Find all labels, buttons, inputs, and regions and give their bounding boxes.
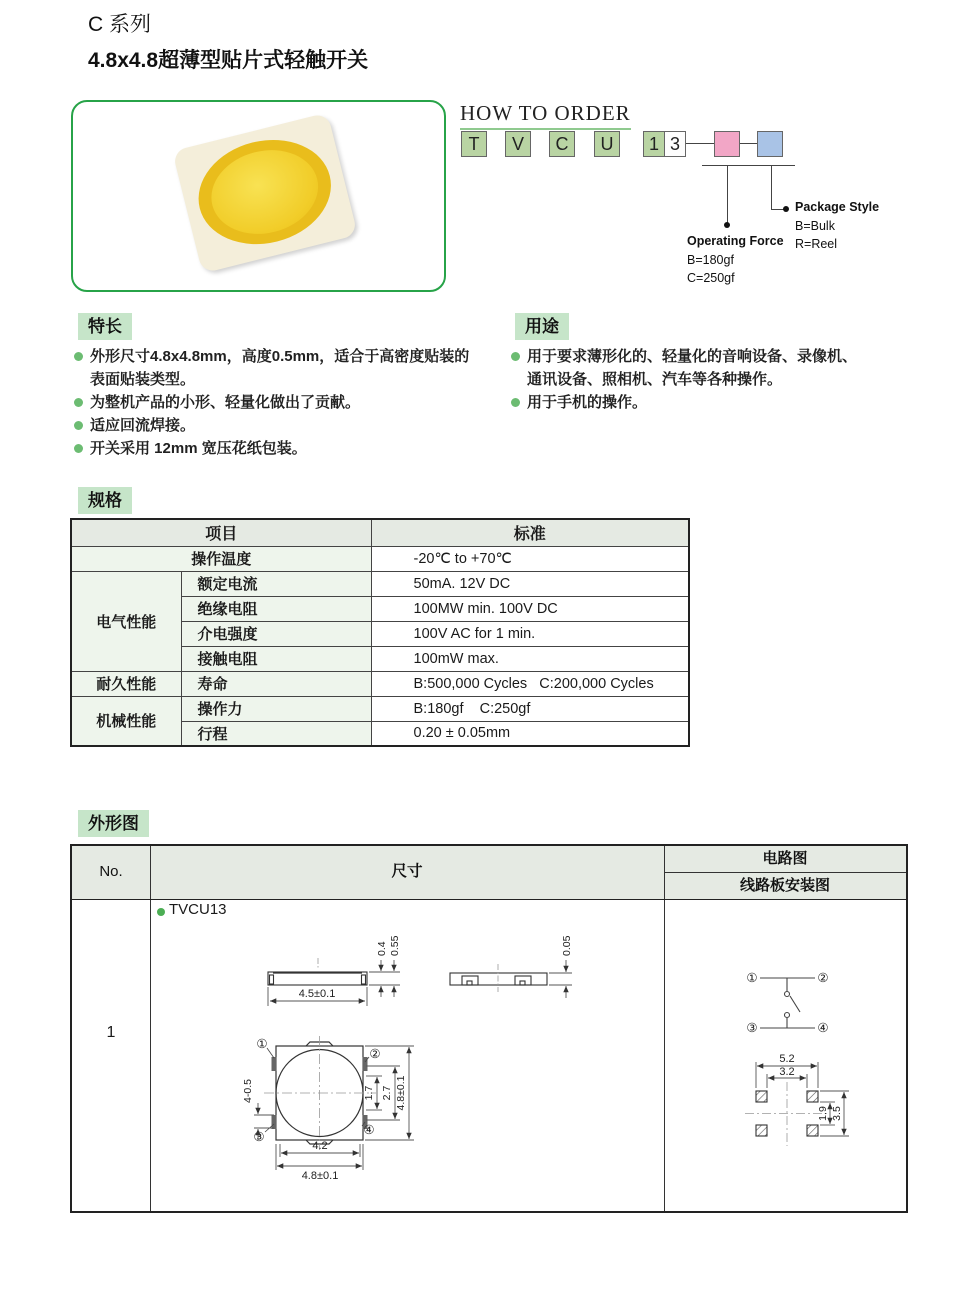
- dim-side-h2: 0.55: [389, 935, 401, 956]
- spec-group-mechanical: 机械性能: [71, 696, 181, 746]
- feature-item: 为整机产品的小形、轻量化做出了贡献。: [90, 394, 361, 411]
- spec-item: 操作力: [181, 696, 371, 721]
- pin-4-label: ④: [363, 1123, 375, 1137]
- spec-value: 100V AC for 1 min.: [371, 621, 689, 646]
- circuit-pin-2: ②: [817, 971, 829, 985]
- pin-2-label: ②: [369, 1047, 381, 1061]
- order-box-v: V: [505, 131, 531, 157]
- spec-value: 0.20 ± 0.05mm: [371, 721, 689, 746]
- dim-top-left: 4-0.5: [242, 1079, 254, 1103]
- outline-col-circuit: 电路图: [762, 850, 808, 867]
- spec-group-electrical: 电气性能: [71, 571, 181, 671]
- specs-heading: 规格: [78, 487, 132, 514]
- outline-col-pcb: 线路板安装图: [739, 877, 830, 894]
- package-leader-v: [771, 165, 772, 210]
- order-box-t: T: [461, 131, 487, 157]
- dim-top-r3: 4.8±0.1: [395, 1075, 407, 1111]
- spec-value: B:500,000 Cycles C:200,000 Cycles: [371, 671, 689, 696]
- side-view-bottom: [450, 964, 547, 992]
- dim-top-b1: 4.2: [312, 1140, 328, 1152]
- spec-col-item: 项目: [71, 519, 371, 546]
- force-leader: [727, 165, 728, 225]
- operating-force-label: Operating Force: [687, 234, 784, 248]
- spec-value: -20℃ to +70℃: [371, 546, 689, 571]
- feature-bullet: [74, 352, 83, 361]
- dimension-drawing: [148, 898, 663, 1211]
- outline-col-dim: 尺寸: [391, 863, 423, 880]
- spec-value: 100mW max.: [371, 646, 689, 671]
- spec-item: 行程: [181, 721, 371, 746]
- feature-item: 适应回流焊接。: [90, 417, 196, 434]
- spec-item: 接触电阻: [181, 646, 371, 671]
- circuit-pin-3: ③: [746, 1021, 758, 1035]
- operating-force-opt1: B=180gf: [687, 253, 734, 267]
- feature-bullet: [74, 444, 83, 453]
- product-photo: [172, 113, 358, 274]
- order-box-u: U: [594, 131, 620, 157]
- package-tbar: [749, 165, 795, 166]
- top-view: [264, 1036, 376, 1150]
- series-title: C 系列: [88, 13, 151, 36]
- feature-item: 外形尺寸4.8x4.8mm，高度0.5mm，适合于高密度贴装的表面贴装类型。: [90, 348, 470, 388]
- order-box-package-style: [757, 131, 783, 157]
- page-title: 4.8x4.8超薄型贴片式轻触开关: [88, 49, 369, 72]
- how-to-order-title: HOW TO ORDER: [460, 101, 631, 130]
- spec-col-standard: 标准: [371, 519, 689, 546]
- spec-table: [70, 518, 690, 747]
- side-view-front: [268, 958, 367, 985]
- application-item: 用于手机的操作。: [527, 394, 648, 411]
- dim-side-h1: 0.4: [376, 941, 388, 956]
- package-dot: [783, 206, 789, 212]
- package-style-opt1: B=Bulk: [795, 219, 835, 233]
- dim-top-b2: 4.8±0.1: [301, 1170, 339, 1182]
- order-box-operating-force: [714, 131, 740, 157]
- pin-3-label: ③: [253, 1130, 265, 1144]
- outline-heading: 外形图: [78, 810, 149, 837]
- dim-side-width: 4.5±0.1: [298, 988, 336, 1000]
- pcb-layout: [745, 1053, 849, 1146]
- features-heading: 特长: [78, 313, 132, 340]
- spec-value: B:180gf C:250gf: [371, 696, 689, 721]
- application-bullet: [511, 398, 520, 407]
- package-style-label: Package Style: [795, 200, 880, 214]
- feature-bullet: [74, 398, 83, 407]
- applications-heading: 用途: [515, 313, 569, 340]
- spec-item: 额定电流: [181, 571, 371, 596]
- circuit-pin-4: ④: [817, 1021, 829, 1035]
- dim-pcb-w1: 5.2: [779, 1053, 795, 1065]
- spec-item: 操作温度: [71, 546, 371, 571]
- part-no: TVCU13: [169, 901, 227, 918]
- spec-item: 介电强度: [181, 621, 371, 646]
- application-item: 用于要求薄形化的、轻量化的音响设备、录像机、通讯设备、照相机、汽车等各种操作。: [527, 348, 858, 388]
- outline-col-no: No.: [99, 863, 123, 880]
- dim-top-r1: 1.7: [363, 1085, 375, 1101]
- circuit-diagram: [760, 978, 815, 1028]
- order-box-c: C: [549, 131, 575, 157]
- circuit-pin-1: ①: [746, 971, 758, 985]
- feature-bullet: [74, 421, 83, 430]
- dim-pcb-w2: 3.2: [779, 1066, 795, 1078]
- spec-item: 寿命: [181, 671, 371, 696]
- spec-value: 100MW min. 100V DC: [371, 596, 689, 621]
- outline-row-no: 1: [106, 1024, 116, 1041]
- order-box-digit-3: 3: [664, 131, 686, 157]
- dim-pcb-h2: 3.5: [831, 1106, 843, 1121]
- pin-1-label: ①: [256, 1037, 268, 1051]
- force-dot: [724, 222, 730, 228]
- dim-side-b: 0.05: [561, 935, 573, 956]
- spec-item: 绝缘电阻: [181, 596, 371, 621]
- circuit-and-pcb-drawing: [663, 898, 904, 1211]
- product-photo-frame: [71, 100, 446, 292]
- feature-item: 开关采用 12mm 宽压花纸包装。: [90, 440, 307, 457]
- spec-value: 50mA. 12V DC: [371, 571, 689, 596]
- application-bullet: [511, 352, 520, 361]
- operating-force-opt2: C=250gf: [687, 271, 735, 285]
- order-box-digit-1: 1: [643, 131, 665, 157]
- spec-group-durability: 耐久性能: [71, 671, 181, 696]
- dim-pcb-h1: 1.9: [817, 1106, 829, 1121]
- dim-top-r2: 2.7: [381, 1085, 393, 1101]
- side-view-bottom-dims: [549, 960, 572, 998]
- package-style-opt2: R=Reel: [795, 237, 838, 251]
